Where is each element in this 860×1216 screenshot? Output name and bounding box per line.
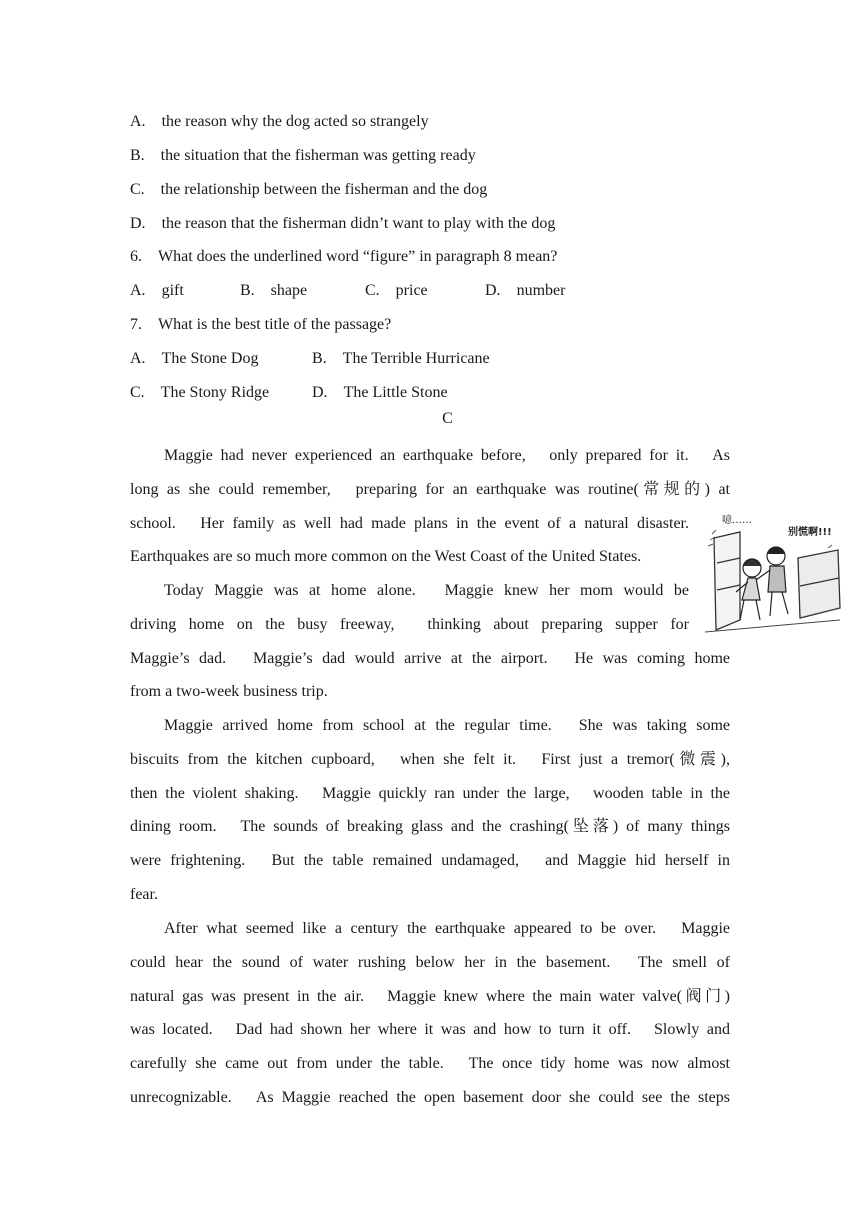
q7-option-c: C. The Stony Ridge — [130, 384, 270, 401]
passage-line: school. Her family as well had made plans in the event of a natural disaster. — [130, 514, 689, 532]
passage-line: biscuits from the kitchen cupboard, when she felt it. First just a tremor(微震), — [130, 750, 730, 768]
passage-line: carefully she came out from under the table. The once tidy home was now almost — [130, 1055, 730, 1073]
passage-line: were frightening. But the table remained undamaged, and Maggie hid herself in — [130, 852, 731, 870]
passage-line: was located. Dad had shown her where it was and how to turn it off. Slowly and — [130, 1021, 731, 1039]
paragraph-4 — [130, 912, 730, 1115]
passage-line: fear. — [130, 885, 158, 903]
passage-line: Earthquakes are so much more common on the West Coast of the United States. — [130, 548, 642, 566]
people-icon — [736, 547, 788, 620]
q7-option-b: B. The Terrible Hurricane — [312, 350, 490, 367]
q6-option-b: B. shape — [240, 282, 308, 299]
q5-option-b: B. the situation that the fisherman was getting ready — [130, 147, 476, 164]
paragraph-2 — [130, 574, 730, 709]
speech-left: 噫…… — [722, 515, 752, 526]
section-heading: C — [442, 410, 453, 427]
q6-option-c: C. price — [365, 282, 428, 299]
earthquake-illustration — [700, 508, 845, 636]
passage-line: could hear the sound of water rushing below her in the basement. The smell of — [130, 953, 730, 971]
passage-line: Maggie had never experienced an earthquake before, only prepared for it. As — [164, 447, 730, 464]
passage-line: Today Maggie was at home alone. Maggie knew her mom would be — [164, 582, 689, 599]
passage-line: After what seemed like a century the earthquake appeared to be over. Maggie — [164, 920, 730, 937]
passage-line: driving home on the busy freeway, thinking about preparing supper for — [130, 615, 689, 633]
passage-line: then the violent shaking. Maggie quickly ran under the large, wooden table in the — [130, 784, 730, 802]
paragraph-3 — [130, 709, 730, 912]
passage-line: unrecognizable. As Maggie reached the open basement door she could see the steps — [130, 1088, 730, 1106]
passage-line: natural gas was present in the air. Maggie knew where the main water valve(阀门) — [130, 987, 730, 1005]
passage-line: from a two-week business trip. — [130, 683, 328, 701]
passage-line: Maggie’s dad. Maggie’s dad would arrive at the airport. He was coming home — [130, 649, 730, 667]
speech-right: 别慌啊!!! — [788, 527, 832, 538]
passage-line: dining room. The sounds of breaking glass and the crashing(坠落) of many things — [130, 818, 730, 836]
q7-option-a: A. The Stone Dog — [130, 350, 259, 367]
paragraph-1 — [130, 439, 730, 574]
q6-stem: 6. What does the underlined word “figure” in paragraph 8 mean? — [130, 248, 558, 265]
q6-option-d: D. number — [485, 282, 566, 299]
q6-option-a: A. gift — [130, 282, 184, 299]
q5-option-d: D. the reason that the fisherman didn’t want to play with the dog — [130, 215, 556, 232]
q7-option-d: D. The Little Stone — [312, 384, 448, 401]
passage-line: long as she could remember, preparing for an earthquake was routine(常规的) at — [130, 480, 730, 498]
q5-option-c: C. the relationship between the fisherman and the dog — [130, 181, 488, 198]
q7-stem: 7. What is the best title of the passage? — [130, 316, 392, 333]
q5-option-a: A. the reason why the dog acted so strangely — [130, 113, 429, 130]
passage-line: Maggie arrived home from school at the regular time. She was taking some — [164, 717, 730, 734]
